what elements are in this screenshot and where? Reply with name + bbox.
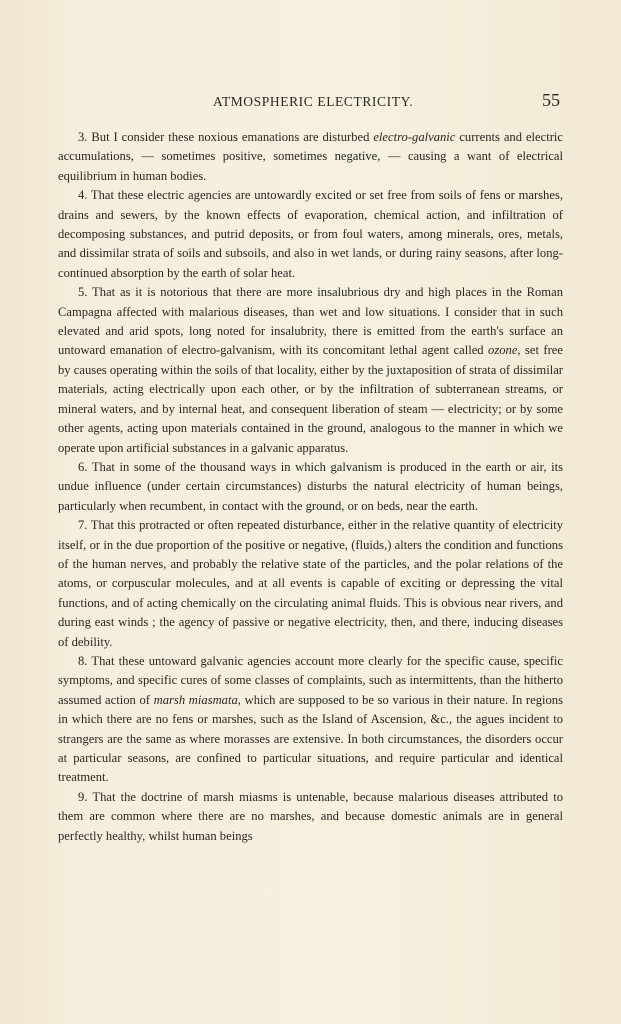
paragraph-text: currents and electric accumulations, — sometimes positive, sometimes negative, — causing a want of electrical equilibrium in human bodies. (58, 130, 564, 183)
paragraph-text: , which are supposed to be so various in their nature. In regions in which there are no fens or marshes, such as the Island of Ascension, &c., the agues incident to strangers are the same as where morasses are extensive. In both circumstances, the disorders occur at particular seasons, are confined to particular situations, and require particular and identical treatment. (58, 692, 563, 785)
paragraph-text: That these electric agencies are untowardly excited or set free from soils of fens or marshes, drains and sewers, by the known effects of evaporation, chemical action, and infiltration of decomposing substances, and putrid deposits, or from foul waters, among minerals, ores, metals, and dissimilar strata of soils and subsoils, and also in wet lands, or during rainy seasons, after long-continued absorption by the earth of solar heat. (58, 188, 563, 280)
page-number: 55 (542, 90, 560, 110)
emphasis-text: marsh miasmata (153, 692, 238, 707)
paragraph-text: That as it is notorious that there are more insalubrious dry and high places in the Roman Campagna affected with malarious diseases, than wet and low situations. I consider that in such elevated and arid spots, long noted for insalubrity, there is emitted from the earth's surface an untoward emanation of electro-galvanism, with its concomitant lethal agent called (58, 285, 563, 358)
paragraph-5 (58, 283, 563, 458)
paragraph-6 (58, 458, 563, 516)
emphasis-text: electro-galvanic (373, 130, 456, 144)
paragraph-9 (58, 788, 563, 846)
paragraph-text: , set free by causes operating within the soils of that locality, either by the juxtaposition of strata of dissimilar materials, acting electrically upon each other, or by the infiltration of subterranean streams, or mineral waters, and by internal heat, and consequent liberation of steam — electricity; or by some other agents, acting upon materials contained in the ground, analogous to the manner in which we operate upon artificial substances in a galvanic apparatus. (58, 343, 563, 455)
paragraph-8 (58, 652, 563, 788)
paragraph-number: 6. (78, 459, 88, 474)
running-title: ATMOSPHERIC ELECTRICITY. (213, 94, 414, 109)
page-header (58, 90, 562, 112)
body-text (58, 128, 563, 846)
paragraph-7 (58, 516, 563, 652)
paragraph-3 (58, 128, 563, 186)
paragraph-number: 9. (78, 789, 88, 804)
paragraph-number: 8. (78, 653, 88, 668)
paragraph-text: That the doctrine of marsh miasms is untenable, because malarious diseases attributed to them are common where there are no marshes, and because domestic animals are in general perfectly healthy, whilst human beings (58, 789, 563, 843)
paragraph-number: 7. (78, 518, 88, 533)
paragraph-text: That this protracted or often repeated disturbance, either in the relative quantity of electricity itself, or in the due proportion of the positive or negative, (fluids,) alters the condition and functions of the human nerves, and probably the relative state of the particles, and the polar relations of the atoms, or corpuscular molecules, and at all events is capable of exciting or depressing the vital functions, and of acting chemically on the circulating animal fluids. This is obvious near rivers, and during east winds ; the agency of passive or negative electricity, then, and there, inducing diseases of debility. (58, 518, 563, 649)
paragraph-number: 5. (78, 285, 88, 300)
paragraph-text: That these untoward galvanic agencies account more clearly for the specific cause, specific symptoms, and specific cures of some classes of complaints, such as intermittents, than the hitherto assumed action of (58, 653, 563, 707)
paragraph-text: That in some of the thousand ways in which galvanism is produced in the earth or air, its undue influence (under certain circumstances) disturbs the natural electricity of human beings, particularly when recumbent, in contact with the ground, or on beds, near the earth. (58, 459, 563, 513)
paragraph-number: 3. (78, 130, 88, 144)
emphasis-text: ozone (488, 343, 518, 358)
paragraph-text: But I consider these noxious emanations are disturbed (87, 130, 374, 144)
paragraph-number: 4. (78, 188, 88, 203)
paragraph-4 (58, 186, 563, 283)
